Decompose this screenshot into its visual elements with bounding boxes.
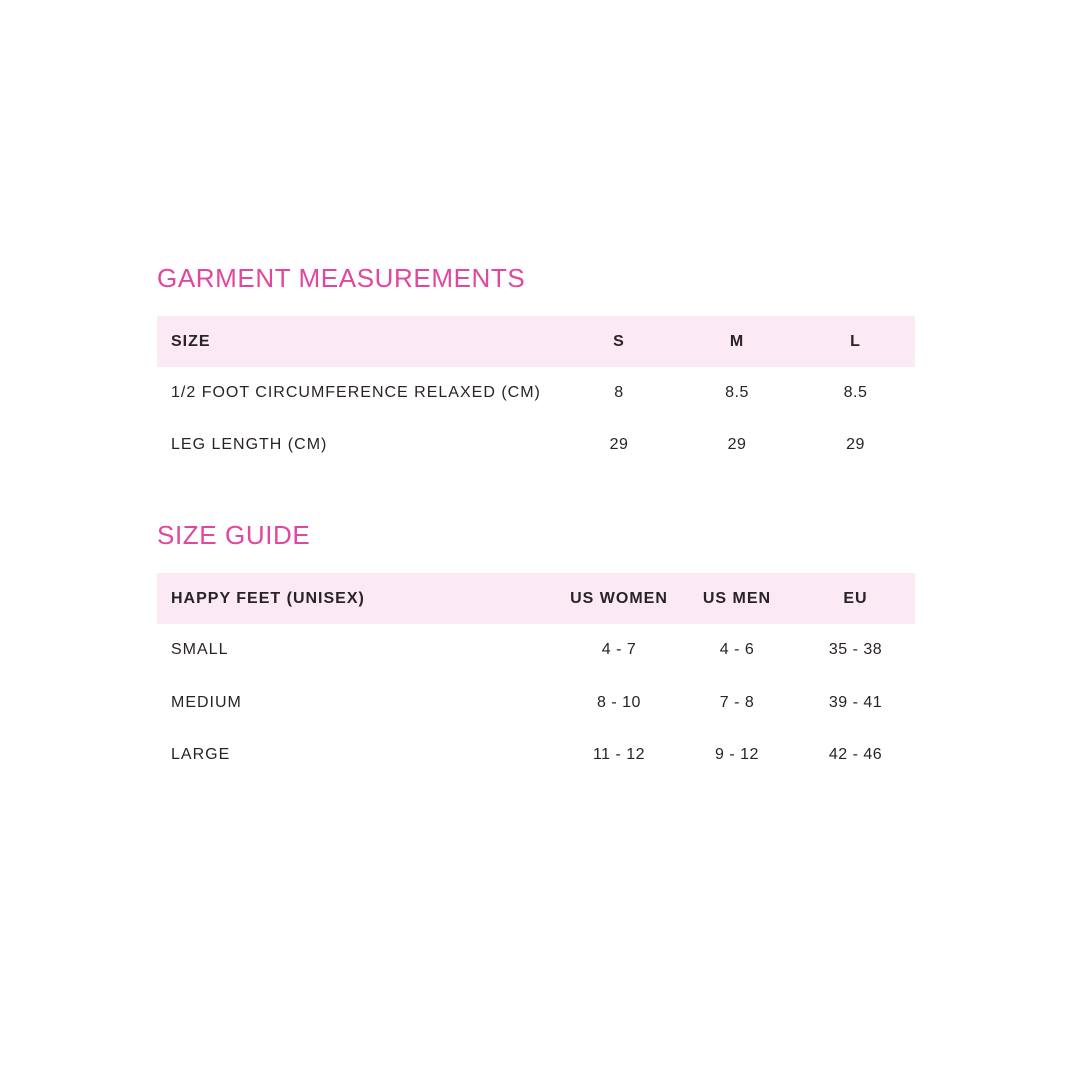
table-cell: 29 [727, 436, 747, 453]
table-cell: 9 - 12 [715, 746, 759, 764]
row-label: 1/2 FOOT CIRCUMFERENCE RELAXED (CM) [171, 384, 541, 401]
table-row [157, 367, 915, 419]
table-cell: 7 - 8 [719, 693, 755, 711]
garment-measurements-title: GARMENT MEASUREMENTS [157, 263, 526, 293]
row-label: MEDIUM [171, 693, 242, 711]
table-cell: 8.5 [725, 384, 749, 401]
table-cell: 8 - 10 [597, 693, 641, 711]
table-cell: 4 - 7 [601, 641, 637, 659]
table-cell: 4 - 6 [719, 641, 755, 659]
size-guide-title: SIZE GUIDE [157, 520, 311, 550]
size-guide-table [157, 573, 915, 782]
column-header-m: M [729, 332, 745, 350]
table-cell: 29 [609, 436, 629, 453]
table-header-row [157, 573, 915, 624]
row-label: LEG LENGTH (CM) [171, 436, 328, 453]
column-header-eu: EU [843, 589, 868, 607]
table-cell: 8 [614, 384, 624, 401]
table-cell: 29 [846, 436, 865, 453]
column-header-us-men: US MEN [702, 589, 772, 607]
garment-measurements-table [157, 316, 915, 471]
column-header-s: S [613, 332, 625, 350]
table-cell: 42 - 46 [828, 746, 883, 764]
table-row [157, 729, 915, 782]
table-cell: 35 - 38 [828, 641, 883, 659]
column-header-happy-feet: HAPPY FEET (UNISEX) [171, 589, 365, 607]
table-row [157, 677, 915, 730]
table-row [157, 419, 915, 471]
row-label: LARGE [171, 746, 231, 764]
row-label: SMALL [171, 641, 229, 659]
column-header-l: L [850, 332, 861, 350]
column-header-size: SIZE [171, 332, 211, 350]
table-header-row [157, 316, 915, 367]
column-header-us-women: US WOMEN [570, 589, 668, 607]
table-row [157, 624, 915, 677]
table-cell: 8.5 [843, 384, 868, 401]
table-cell: 11 - 12 [592, 746, 646, 764]
table-cell: 39 - 41 [828, 693, 883, 711]
